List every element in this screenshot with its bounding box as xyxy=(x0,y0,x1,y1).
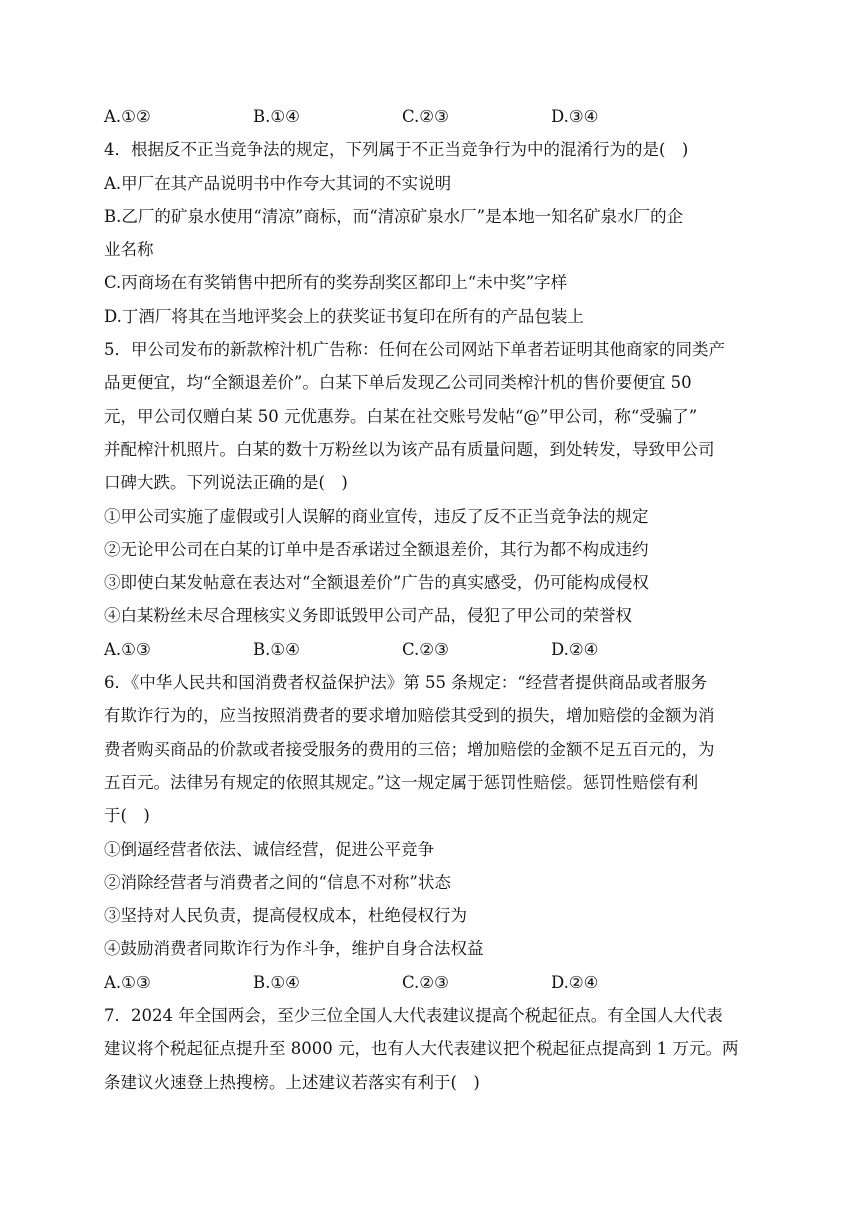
q5-statement-3: ③即使白某发帖意在表达对“全额退差价”广告的真实感受，仍可能构成侵权 xyxy=(104,573,649,593)
q6-stem-line2: 有欺诈行为的，应当按照消费者的要求增加赔偿其受到的损失，增加赔偿的金额为消 xyxy=(104,706,715,726)
q5-option-d: D.②④ xyxy=(551,639,599,659)
q7-stem-line1: 7．2024 年全国两会，至少三位全国人大代表建议提高个税起征点。有全国人大代表 xyxy=(104,1006,723,1026)
q7-stem-line2: 建议将个税起征点提升至 8000 元，也有人大代表建议把个税起征点提高到 1 万元。两 xyxy=(104,1039,739,1059)
q4-option-d: D.丁酒厂将其在当地评奖会上的获奖证书复印在所有的产品包装上 xyxy=(104,306,584,326)
q4-option-b-line1: B.乙厂的矿泉水使用“清凉”商标，而“清凉矿泉水厂”是本地一知名矿泉水厂的企 xyxy=(104,206,684,226)
q6-stem-line4: 五百元。法律另有规定的依照其规定。”这一规定属于惩罚性赔偿。惩罚性赔偿有利 xyxy=(104,772,699,792)
q5-stem-line2: 品更便宜，均“全额退差价”。白某下单后发现乙公司同类榨汁机的售价要便宜 50 xyxy=(104,373,692,393)
q6-statement-3: ③坚持对人民负责，提高侵权成本，杜绝侵权行为 xyxy=(104,906,467,926)
q5-stem-line1: 5．甲公司发布的新款榨汁机广告称：任何在公司网站下单者若证明其他商家的同类产 xyxy=(104,340,725,360)
q5-statement-1: ①甲公司实施了虚假或引人误解的商业宣传，违反了反不正当竞争法的规定 xyxy=(104,506,649,526)
q6-stem-line3: 费者购买商品的价款或者接受服务的费用的三倍；增加赔偿的金额不足五百元的，为 xyxy=(104,739,715,759)
q6-statement-2: ②消除经营者与消费者之间的“信息不对称”状态 xyxy=(104,872,451,892)
q6-options xyxy=(104,966,754,999)
q3-options xyxy=(104,100,754,133)
q3-option-a: A.①② xyxy=(104,107,151,126)
q3-option-b: B.①④ xyxy=(253,107,300,126)
q6-stem-line1: 6．《中华人民共和国消费者权益保护法》第 55 条规定：“经营者提供商品或者服务 xyxy=(104,673,708,693)
q6-option-a: A.①③ xyxy=(104,972,151,992)
q6-statement-4: ④鼓励消费者同欺诈行为作斗争，维护自身合法权益 xyxy=(104,939,484,959)
q4-stem: 4．根据反不正当竞争法的规定，下列属于不正当竞争行为中的混淆行为的是( ) xyxy=(104,140,689,160)
q5-option-a: A.①③ xyxy=(104,639,151,659)
q3-option-c: C.②③ xyxy=(402,107,449,126)
q4-option-c: C.丙商场在有奖销售中把所有的奖券刮奖区都印上“未中奖”字样 xyxy=(104,273,568,293)
exam-page xyxy=(104,100,754,1099)
q3-option-d: D.③④ xyxy=(551,107,599,126)
q5-statement-2: ②无论甲公司在白某的订单中是否承诺过全额退差价，其行为都不构成违约 xyxy=(104,539,649,559)
q6-statement-1: ①倒逼经营者依法、诚信经营，促进公平竞争 xyxy=(104,839,434,859)
q4-option-a: A.甲厂在其产品说明书中作夸大其词的不实说明 xyxy=(104,173,452,193)
q4-option-b-line2: 业名称 xyxy=(104,240,154,260)
q5-statement-4: ④白某粉丝未尽合理核实义务即诋毁甲公司产品，侵犯了甲公司的荣誉权 xyxy=(104,606,632,626)
q7-stem-line3: 条建议火速登上热搜榜。上述建议若落实有利于( ) xyxy=(104,1072,480,1092)
q5-options xyxy=(104,633,754,666)
q5-stem-line4: 并配榨汁机照片。白某的数十万粉丝以为该产品有质量问题，到处转发，导致甲公司 xyxy=(104,439,715,459)
q6-option-d: D.②④ xyxy=(551,972,599,992)
q6-option-b: B.①④ xyxy=(253,972,300,992)
q6-stem-line5: 于( ) xyxy=(104,806,150,826)
q5-stem-line3: 元，甲公司仅赠白某 50 元优惠券。白某在社交账号发帖“@”甲公司，称“受骗了” xyxy=(104,406,698,426)
q5-option-c: C.②③ xyxy=(402,639,449,659)
q6-option-c: C.②③ xyxy=(402,972,449,992)
q5-stem-line5: 口碑大跌。下列说法正确的是( ) xyxy=(104,473,348,493)
q5-option-b: B.①④ xyxy=(253,639,300,659)
